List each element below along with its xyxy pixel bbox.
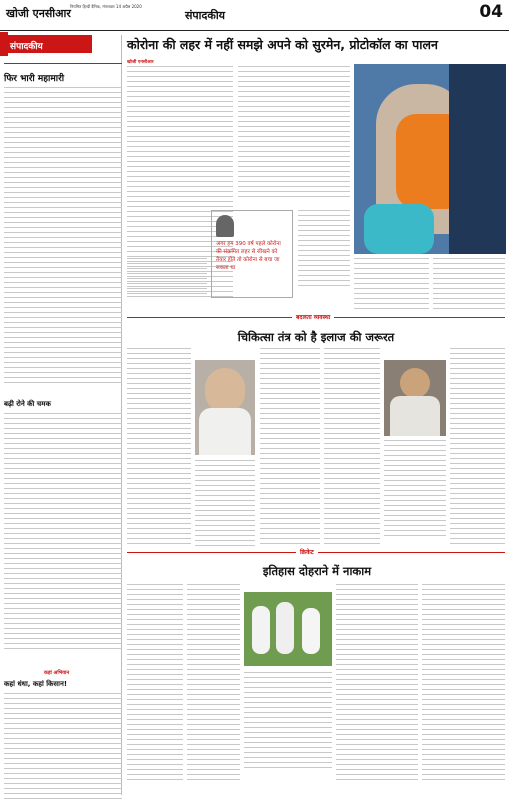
article3-body	[4, 693, 122, 800]
cricket-players-photo	[244, 592, 332, 666]
covid-worker-photo	[354, 64, 506, 254]
masthead: खोजी एनसीआर	[6, 7, 71, 20]
pull-quote-text: अगर हम 390 वर्ष पहले कोरोना की संक्रमित लहर से सीखने को तैयार होते तो कोरोना से बचा जा सकता था	[216, 241, 281, 271]
article2-body	[4, 413, 122, 653]
editorial-column	[4, 35, 122, 795]
cricket-kicker: क्रिकेट	[296, 548, 318, 556]
health-body-col3	[260, 348, 320, 548]
cricket-body-col1	[127, 584, 183, 784]
banner-label: संपादकीय	[10, 42, 43, 52]
main-body-col3	[298, 210, 350, 290]
banner-rule	[4, 63, 122, 64]
page-number: 04	[479, 2, 503, 22]
main-body-col2	[238, 66, 350, 201]
banner-bar	[0, 32, 8, 56]
editorial-headline: फिर भारी महामारी	[4, 74, 65, 84]
section-title: संपादकीय	[185, 9, 226, 22]
editorial-body	[4, 87, 122, 387]
page-header	[0, 0, 509, 31]
article3-kicker: कहां अभियान	[44, 670, 70, 676]
dateline: नियमित हिन्दी दैनिक, मंगलवार 14 अप्रैल 2020	[70, 4, 142, 9]
main-headline: कोरोना की लहर में नहीं समझे अपने को सुरमेन, प्रोटोकॉल का पालन	[127, 37, 438, 52]
health-body-col1	[127, 348, 191, 548]
health-body-col2	[195, 460, 255, 550]
cricket-body-col2	[187, 584, 240, 784]
cricket-body-col5	[422, 584, 505, 784]
cricket-body-col3	[244, 672, 332, 772]
editorial-banner	[4, 35, 92, 53]
cricket-body-col4	[336, 584, 418, 784]
pull-quote-portrait	[216, 215, 234, 237]
main-body-col5	[433, 258, 505, 313]
health-headline: चिकित्सा तंत्र को है इलाज की जरूरत	[237, 330, 395, 344]
main-byline: खोजी एनसीआर	[127, 60, 154, 65]
health-body-col6	[450, 348, 505, 548]
pull-quote	[211, 210, 293, 298]
doctor-photo	[195, 360, 255, 455]
article2-headline: बढ़ी रोने की चमक	[4, 400, 51, 408]
hospital-staff-photo	[384, 360, 446, 436]
cricket-headline: इतिहास दोहराने में नाकाम	[262, 564, 372, 578]
health-body-col5	[384, 440, 446, 540]
main-body-col1b	[127, 258, 207, 298]
health-kicker: बदलता व्यवस्था	[292, 313, 334, 321]
main-body-col4	[354, 258, 429, 313]
article3-headline: कहां धंधा, कहां किसान!	[4, 680, 68, 688]
health-body-col4	[324, 348, 380, 548]
